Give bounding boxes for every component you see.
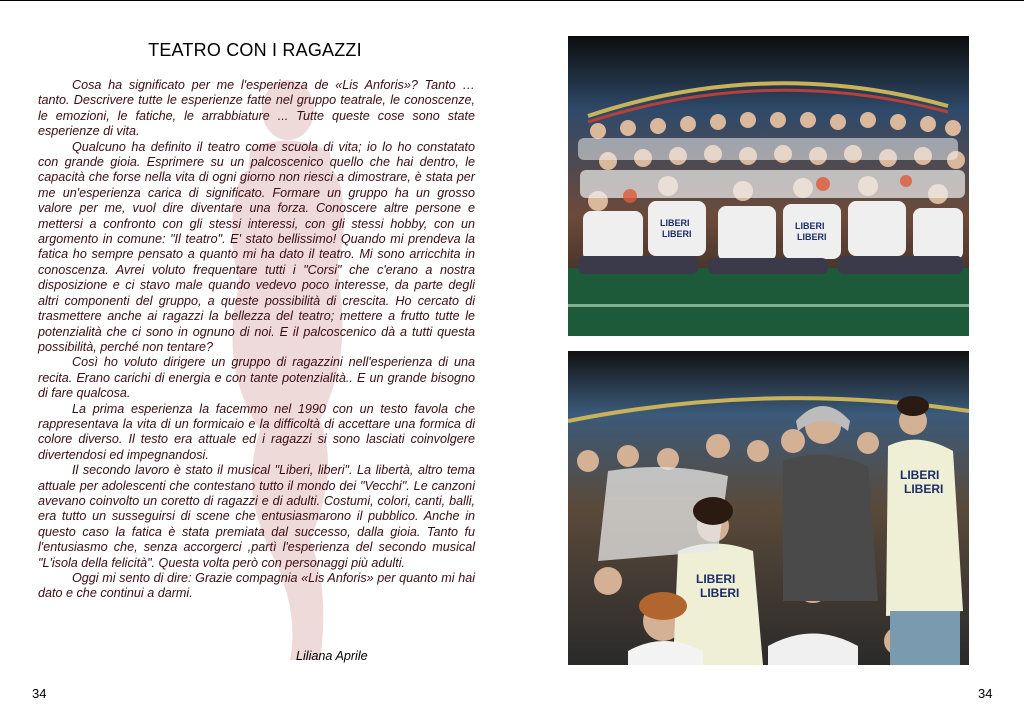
paragraph: Il secondo lavoro è stato il musical "Liberi, liberi". La libertà, altro tema attuale per adolescenti che contestano tutto il mondo dei "Vecchi". Le canzoni avevano coinvolto un coretto di ragazzi e di adulti. Costumi, colori, canti, balli, era tutto un susseguirsi di scene che entusiasmarono il pubblico. Anche in questo caso la fatica è stata premiata dal successo, dalla gioia. Tanto fu l'entusiasmo che, senza accorgerci ,partì l'esperienza del secondo musical "L'isola della felicità". Questa volta però con personaggi più adulti. [38, 463, 475, 570]
shirt-print: LIBERI [700, 586, 740, 600]
shirt-print: LIBERI [660, 218, 690, 228]
shirt-print: LIBERI [662, 229, 692, 239]
stage-group-image [568, 36, 969, 336]
shirt-print: LIBERI [795, 221, 825, 231]
shirt-print: LIBERI [797, 232, 827, 242]
paragraph: Oggi mi sento di dire: Grazie compagnia «Lis Anforis» per quanto mi hai dato e che continui a darmi. [38, 571, 475, 601]
shirt-print: LIBERI [904, 482, 944, 496]
paragraph: Cosa ha significato per me l'esperienza de «Lis Anforis»? Tanto … tanto. Descrivere tutte le esperienze fatte nel gruppo teatrale, le conoscenze, le emozioni, le fatiche, le arrabbiature ... Tutte queste cose sono state esperienze di vita. [38, 78, 475, 139]
article-body [38, 78, 475, 602]
shirt-print: LIBERI [696, 572, 736, 586]
page-number-right: 34 [978, 686, 993, 701]
paragraph: Qualcuno ha definito il teatro come scuola di vita; io lo ho constatato con grande gioia. Esprimere su un palcoscenico quello che hai dentro, le capacità che forse nella vita di ogni giorno non riesci a dimostrare, è stata per me un'esperienza carica di significato. Formare un gruppo ha un grosso valore per me, vuol dire diventare una forza. Conoscere altre persone e mettersi a confronto con gli stessi interessi, con gli stessi hobby, con un argomento in comune: "Il teatro". E' stato bellissimo! Quando mi prendeva la fatica ho sempre pensato a quanto mi ha dato il teatro. Mi sono arricchita in conoscenza. Avrei voluto frequentare tutti i "Corsi" che c'erano a nostra disposizione e ci stavo male quando vedevo poco interesse, da parte degli altri componenti del gruppo, a queste possibilità di crescita. Ho cercato di trasmettere anche ai ragazzi la bellezza del teatro; mettere a frutto tutte le potenzialità che ci sono in ognuno di noi. E il palcoscenico dà a tutti questa possibilità, perché non tentare? [38, 139, 475, 354]
shirt-print: LIBERI [900, 468, 940, 482]
cast-crowd-image [568, 351, 969, 665]
paragraph: La prima esperienza la facemmo nel 1990 con un testo favola che rappresentava la vita di un formicaio e la difficoltà di accettare una formica di colore diverso. Il testo era attuale ed i ragazzi si sono lasciati coinvolgere divertendosi ed impegnandosi. [38, 401, 475, 462]
page-title: TEATRO CON I RAGAZZI [148, 40, 362, 60]
paragraph: Così ho voluto dirigere un gruppo di ragazzini nell'esperienza di una recita. Erano carichi di energia e con tante potenzialità.. E un grande bisogno di fare qualcosa. [38, 355, 475, 401]
author-signature: Liliana Aprile [296, 649, 368, 663]
photo-group-on-stage [568, 36, 969, 336]
page-number-left: 34 [32, 686, 47, 701]
photo-cast-celebrating [568, 351, 969, 665]
